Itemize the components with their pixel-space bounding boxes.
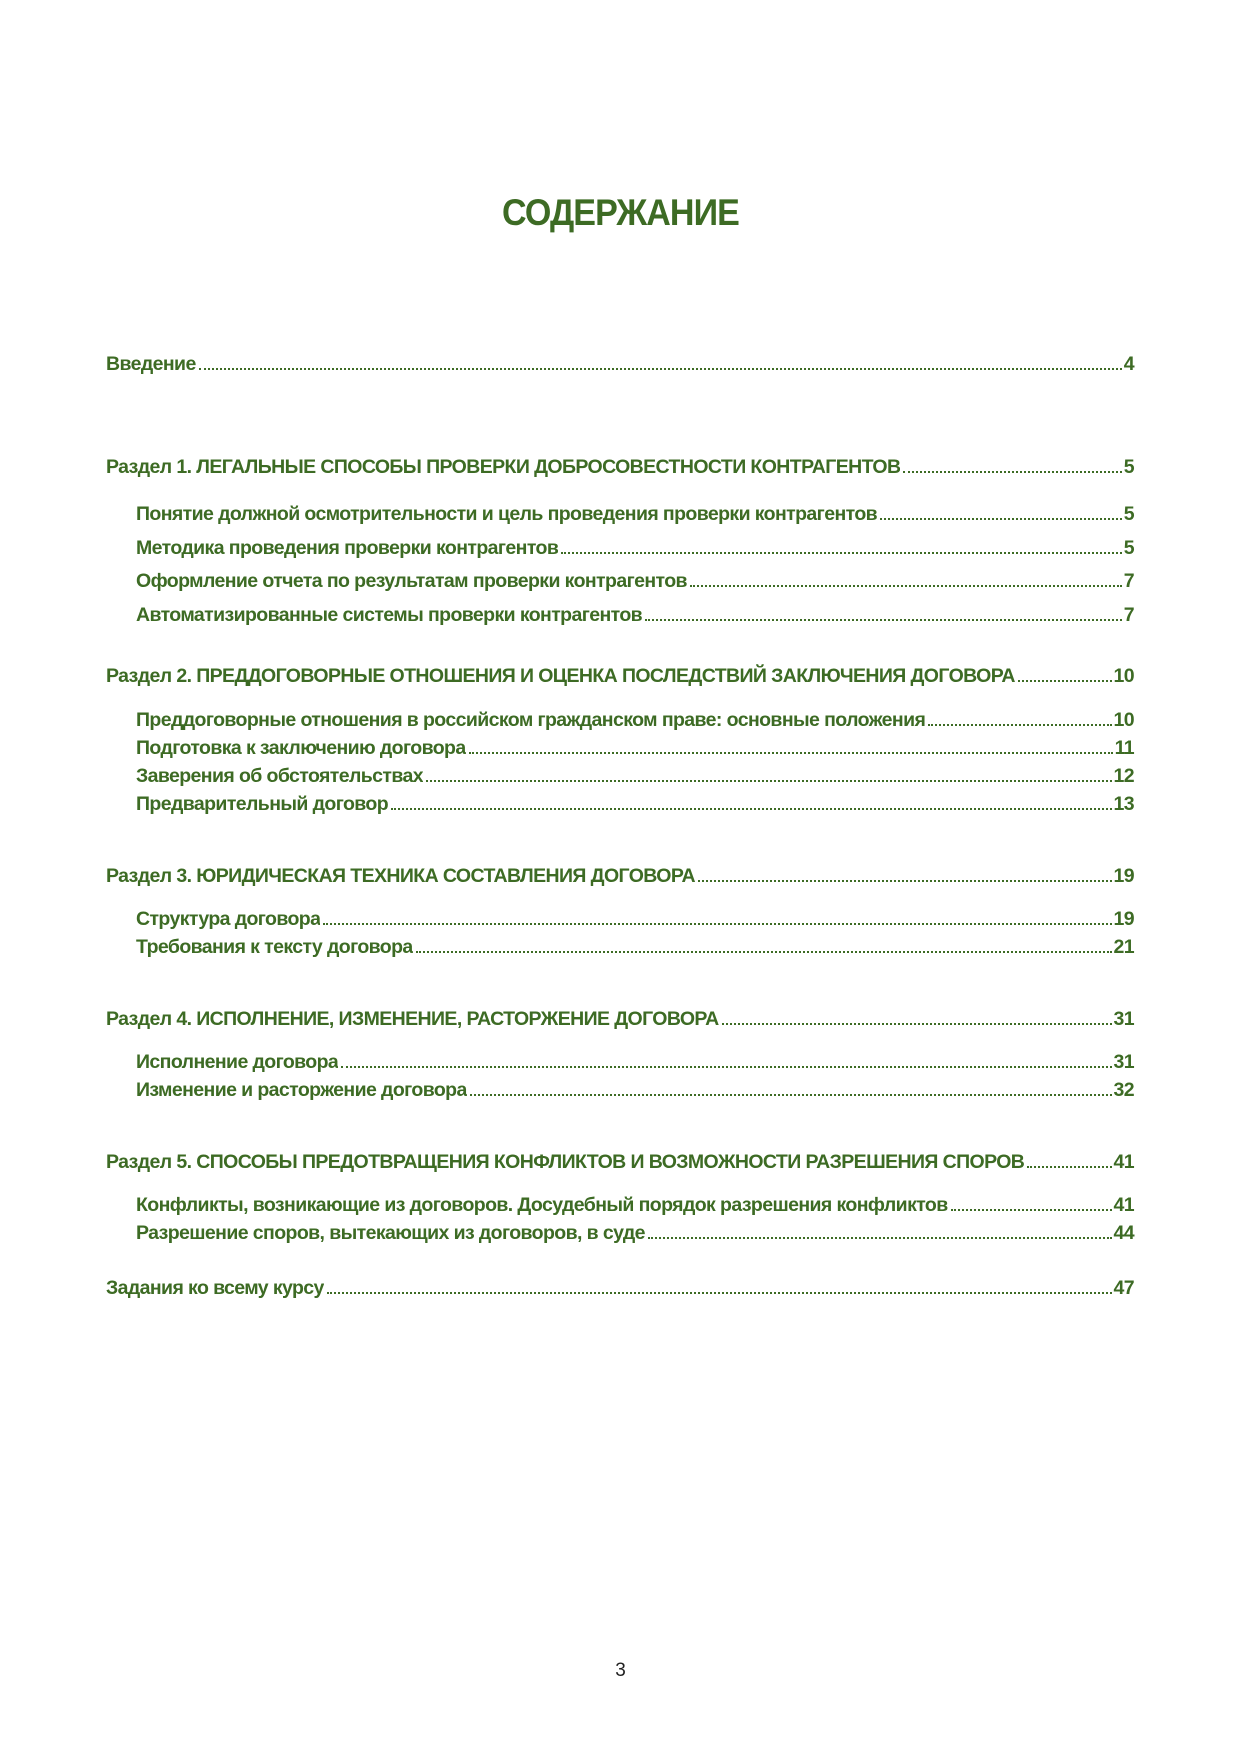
toc-leader-dots xyxy=(645,619,1122,621)
toc-leader-dots xyxy=(928,724,1111,726)
toc-entry-subsection[interactable] xyxy=(136,708,1134,732)
toc-leader-dots xyxy=(426,780,1112,782)
toc-entry-page: 44 xyxy=(1113,1222,1134,1244)
toc-entry-subsection[interactable] xyxy=(136,603,1134,627)
toc-entry-page: 41 xyxy=(1113,1151,1134,1173)
toc-entry-section-4[interactable] xyxy=(106,1007,1134,1031)
toc-leader-dots xyxy=(199,368,1122,370)
toc-entry-label: Преддоговорные отношения в российском гражданском праве: основные положения xyxy=(136,709,926,731)
toc-entry-label: Раздел 1. ЛЕГАЛЬНЫЕ СПОСОБЫ ПРОВЕРКИ ДОБРОСОВЕСТНОСТИ КОНТРАГЕНТОВ xyxy=(106,456,901,478)
toc-leader-dots xyxy=(327,1292,1112,1294)
toc-entry-label: Введение xyxy=(106,353,196,375)
toc-leader-dots xyxy=(648,1237,1112,1239)
toc-leader-dots xyxy=(951,1209,1112,1211)
toc-leader-dots xyxy=(1018,680,1112,682)
toc-entry-label: Изменение и расторжение договора xyxy=(136,1079,467,1101)
toc-leader-dots xyxy=(323,923,1111,925)
toc-entry-label: Оформление отчета по результатам проверки контрагентов xyxy=(136,570,687,592)
toc-entry-label: Структура договора xyxy=(136,908,321,930)
toc-entry-label: Раздел 4. ИСПОЛНЕНИЕ, ИЗМЕНЕНИЕ, РАСТОРЖЕНИЕ ДОГОВОРА xyxy=(106,1008,719,1030)
toc-entry-label: Раздел 2. ПРЕДДОГОВОРНЫЕ ОТНОШЕНИЯ И ОЦЕНКА ПОСЛЕДСТВИЙ ЗАКЛЮЧЕНИЯ ДОГОВОРА xyxy=(106,665,1015,687)
toc-entry-label: Требования к тексту договора xyxy=(136,936,413,958)
page-number: 3 xyxy=(615,1660,626,1681)
toc-entry-subsection[interactable] xyxy=(136,935,1134,959)
toc-entry-section-1[interactable] xyxy=(106,455,1134,479)
toc-entry-page: 19 xyxy=(1113,865,1134,887)
toc-leader-dots xyxy=(416,951,1112,953)
toc-entry-subsection[interactable] xyxy=(136,1221,1134,1245)
toc-entry-page: 10 xyxy=(1113,709,1134,731)
toc-entry-label: Раздел 3. ЮРИДИЧЕСКАЯ ТЕХНИКА СОСТАВЛЕНИЯ ДОГОВОРА xyxy=(106,865,696,887)
toc-leader-dots xyxy=(391,808,1111,810)
toc-entry-page: 10 xyxy=(1113,665,1134,687)
toc-entry-page: 13 xyxy=(1113,793,1134,815)
toc-entry-label: Разрешение споров, вытекающих из договоров, в суде xyxy=(136,1222,645,1244)
toc-entry-subsection[interactable] xyxy=(136,502,1134,526)
toc-entry-section-5[interactable] xyxy=(106,1150,1134,1174)
toc-leader-dots xyxy=(690,585,1122,587)
toc-entry-label: Автоматизированные системы проверки контрагентов xyxy=(136,604,643,626)
toc-leader-dots xyxy=(880,518,1122,520)
toc-entry-page: 7 xyxy=(1123,570,1134,592)
toc-entry-course-tasks[interactable] xyxy=(106,1276,1134,1300)
toc-leader-dots xyxy=(903,471,1121,473)
toc-entry-label: Задания ко всему курсу xyxy=(106,1277,324,1299)
toc-entry-subsection[interactable] xyxy=(136,1078,1134,1102)
toc-entry-page: 31 xyxy=(1113,1008,1134,1030)
toc-entry-page: 41 xyxy=(1113,1194,1134,1216)
toc-leader-dots xyxy=(722,1023,1112,1025)
toc-entry-subsection[interactable] xyxy=(136,764,1134,788)
toc-entry-subsection[interactable] xyxy=(136,736,1134,760)
toc-entry-page: 31 xyxy=(1113,1051,1134,1073)
toc-leader-dots xyxy=(341,1066,1111,1068)
toc-entry-subsection[interactable] xyxy=(136,907,1134,931)
toc-leader-dots xyxy=(469,752,1113,754)
toc-entry-subsection[interactable] xyxy=(136,536,1134,560)
toc-entry-label: Методика проведения проверки контрагентов xyxy=(136,537,559,559)
toc-entry-section-2[interactable] xyxy=(106,664,1134,688)
toc-entry-subsection[interactable] xyxy=(136,569,1134,593)
toc-entry-page: 5 xyxy=(1123,456,1134,478)
toc-entry-label: Исполнение договора xyxy=(136,1051,339,1073)
toc-entry-page: 5 xyxy=(1123,537,1134,559)
toc-entry-page: 21 xyxy=(1113,936,1134,958)
toc-entry-page: 7 xyxy=(1123,604,1134,626)
toc-leader-dots xyxy=(470,1094,1112,1096)
toc-entry-page: 47 xyxy=(1113,1277,1134,1299)
page-title: СОДЕРЖАНИЕ xyxy=(502,192,739,233)
toc-leader-dots xyxy=(561,552,1122,554)
toc-entry-label: Раздел 5. СПОСОБЫ ПРЕДОТВРАЩЕНИЯ КОНФЛИКТОВ И ВОЗМОЖНОСТИ РАЗРЕШЕНИЯ СПОРОВ xyxy=(106,1151,1025,1173)
toc-entry-label: Заверения об обстоятельствах xyxy=(136,765,423,787)
toc-entry-subsection[interactable] xyxy=(136,792,1134,816)
toc-entry-label: Конфликты, возникающие из договоров. Досудебный порядок разрешения конфликтов xyxy=(136,1194,948,1216)
toc-entry-page: 32 xyxy=(1113,1079,1134,1101)
toc-entry-page: 5 xyxy=(1123,503,1134,525)
toc-leader-dots xyxy=(698,880,1111,882)
toc-entry-subsection[interactable] xyxy=(136,1193,1134,1217)
toc-entry-label: Понятие должной осмотрительности и цель проведения проверки контрагентов xyxy=(136,503,878,525)
toc-entry-section-3[interactable] xyxy=(106,864,1134,888)
toc-entry-subsection[interactable] xyxy=(136,1050,1134,1074)
toc-entry-label: Предварительный договор xyxy=(136,793,389,815)
toc-entry-page: 12 xyxy=(1113,765,1134,787)
toc-entry-page: 19 xyxy=(1113,908,1134,930)
toc-entry-page: 11 xyxy=(1114,737,1134,759)
toc-leader-dots xyxy=(1027,1166,1111,1168)
toc-entry-page: 4 xyxy=(1123,353,1134,375)
toc-entry-introduction[interactable] xyxy=(106,352,1134,376)
toc-entry-label: Подготовка к заключению договора xyxy=(136,737,466,759)
